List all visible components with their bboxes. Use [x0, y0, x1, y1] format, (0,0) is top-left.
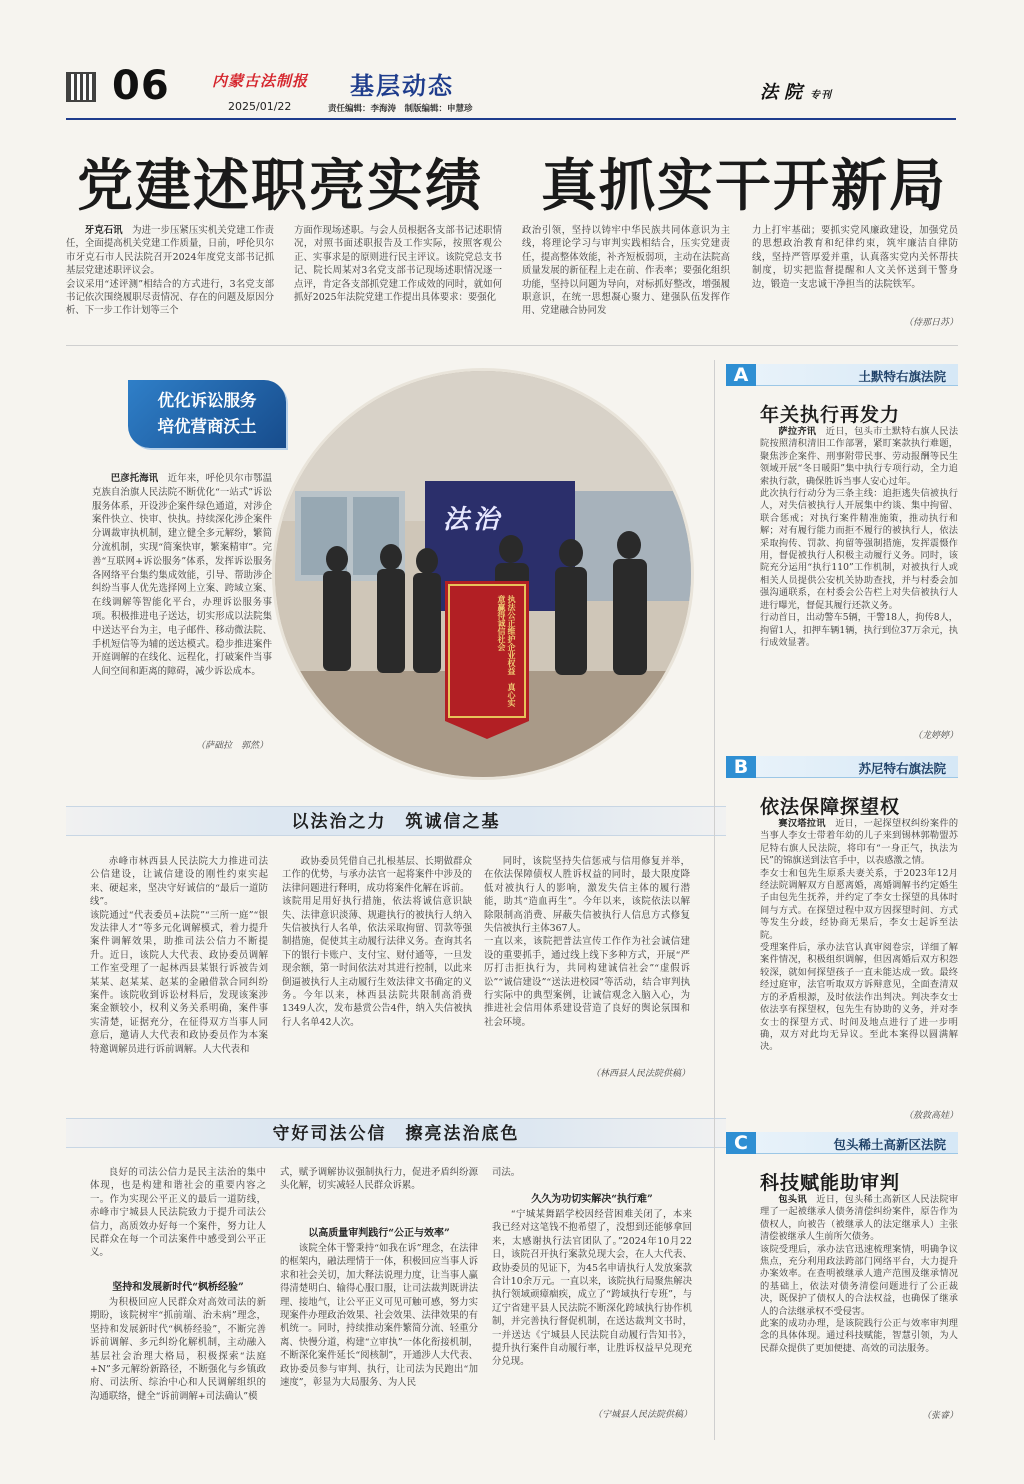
section-title: 基层动态: [350, 71, 454, 100]
issue-date: 2025/01/22: [228, 100, 292, 113]
masthead-rule: [66, 118, 956, 120]
article2-signature: （林西县人民法院供稿）: [590, 1069, 690, 1079]
side-c-title: 科技赋能助审判: [760, 1172, 901, 1194]
side-c-band: [730, 1132, 958, 1154]
lead-bottom-rule: [66, 345, 958, 346]
article2-title: 以法治之力 筑诚信之基: [291, 812, 501, 832]
article3-subhead-2: 以高质量审判践行“公正与效率”: [308, 1228, 450, 1239]
court-hall-scene: [275, 371, 694, 780]
feature-photo: [272, 368, 694, 780]
article3-col-2: 式，赋予调解协议强制执行力，促进矛盾纠纷源头化解，切实减轻人民群众诉累。: [280, 1167, 478, 1192]
feature-body: 巴彦托海讯 近年来，呼伦贝尔市鄂温克族自治旗人民法院不断优化“一站式”诉讼服务体系，开设涉企案件绿色通道，对涉企案件快立、快审、快执。持续深化涉企案件分调裁审执机制，建立健全多元解纷，繁简分流机制，实现“简案快审，繁案精审”。完善“互联网+诉讼服务”体系，发挥诉讼服务各网络平台集约集成效能，引导、帮助涉企纠纷当事人优先选择网上立案、跨域立案、在线调解等智能化平台，办理诉讼服务事项。积极推进电子送达，切实形成以法院集中送达平台为主，电子邮件、移动微法院、手机短信等为辅的送达模式。稳步推进案件开庭调解的在线化、远程化，打破案件当事人间空间和距离的障碍，减少诉讼成本。: [92, 473, 272, 678]
side-b-band: [730, 756, 958, 778]
lead-col-3: 政治引领，坚持以铸牢中华民族共同体意识为主线，将理论学习与审判实践相结合，压实党建责任，提高整体效能，补齐短板弱项，主动在法院高质量发展的新征程上走在前、作表率；要强化组织功能，坚持以问题为导向，对标抓好整改，增强履职意识，在统一思想凝心聚力、建强队伍发挥作用、党建融合协同发: [522, 225, 730, 317]
side-a-band: [730, 364, 958, 386]
side-c-court: 包头稀土高新区法院: [833, 1137, 946, 1152]
newspaper-logo: 内蒙古法制报: [212, 72, 309, 90]
feature-signature: （萨础拉 郭然）: [195, 741, 268, 751]
side-b-signature: （敖敦高娃）: [903, 1111, 958, 1121]
feature-tag-line-2: 培优营商沃土: [157, 417, 257, 436]
article3-subhead-1: 坚持和发展新时代“枫桥经验”: [112, 1282, 244, 1293]
article2-col-3: 同时，该院坚持失信惩戒与信用修复并举，在依法保障债权人胜诉权益的同时，最大限度降低对被执行人的影响，激发失信主体的履行潜能，助其“造血再生”。今年以来，该院依法以解除限制高消费、屏蔽失信被执行人信息方式修复失信被执行主体367人。 一直以来，该院把普法宣传工作作为社会诚信建设的重要抓手，通过线上线下多种方式，开展“严厉打击拒执行为，共同构建诚信社会”“虚假诉讼”“诚信建设”“送法进校园”等活动，结合审判执行实际中的典型案例，让诚信观念入脑入心，为推进社会信用体系建设营造了良好的舆论氛围和社会环境。: [484, 856, 690, 1028]
article3-col-2b: 该院全体干警秉持“如我在诉”理念，在法律的框架内，融法理情于一体，积极回应当事人诉求和社会关切，加大释法说理力度，让当事人赢得清楚明白、输得心服口服，让司法裁判既讲法理、接地气，让公平正义可见可触可感，努力实现案件办理政治效果、社会效果、法律效果的有机统一。同时，持续推动案件繁简分流、轻重分离、快慢分道，构建“立审执”一体化衔接机制，不断深化案件延长“阅核制”，开通涉人大代表、政协委员参与审判、执行，让司法为民跑出“加速度”，彰显为大局服务、为人民: [280, 1243, 478, 1389]
article3-title-bar: [66, 1118, 726, 1148]
feature-tag: [128, 380, 286, 448]
qr-code: [66, 72, 96, 102]
side-c-signature: （张睿）: [921, 1411, 958, 1421]
article3-col-3: 司法。: [492, 1167, 521, 1178]
article3-title: 守好司法公信 擦亮法治底色: [272, 1124, 520, 1144]
column-name: 法院 专刊: [760, 82, 832, 103]
article3-col-3b: “宁城某舞蹈学校因经营困难关闭了，本来我已经对这笔钱不抱希望了，没想到还能够拿回来，太感谢执行法官团队了。”2024年10月22日，该院召开执行案款兑现大会，在人大代表、政协委员的见证下，为45名申请执行人发放案款合计10余万元。一直以来，该院执行局聚焦解决执行领域顽瘴痼疾，成立了“跨域执行专班”，与辽宁省建平县人民法院不断深化跨域执行协作机制，并完善执行督促机制，在送达裁判文书时，一并送达《宁城县人民法院自动履行告知书》，提升执行案件自动履行率，让胜诉权益早兑现充分兑现。: [492, 1209, 692, 1368]
article2-col-2: 政协委员凭借自己扎根基层、长期做群众工作的优势，与承办法官一起将案件中涉及的法律问题进行释明，成功将案件化解在诉前。 该院用足用好执行措施，依法将诚信意识缺失、法律意识淡薄、规避执行的被执行人纳入失信被执行人名单，依法采取拘留、罚款等强制措施，促使其主动履行法律义务。查询其名下的银行卡账户、支付宝、财付通等，一旦发现余额，第一时间依法对其进行控制，以此来倒逼被执行人主动履行生效法律文书确定的义务。今年以来，林西县法院共限制高消费1349人次，发布悬赏公告4件，纳入失信被执行人名单42人次。: [282, 856, 472, 1028]
side-a-court: 土默特右旗法院: [858, 369, 946, 384]
lead-signature: （侍那日苏）: [903, 318, 958, 328]
side-a-title: 年关执行再发力: [760, 404, 901, 426]
side-a-letter: A: [726, 364, 756, 386]
article3-signature: （宁城县人民法院供稿）: [592, 1410, 692, 1420]
feature-tag-line-1: 优化诉讼服务: [157, 391, 257, 410]
side-c-body: 包头讯 近日，包头稀土高新区人民法院审理了一起被继承人债务清偿纠纷案件，原告作为债权人，向被告（被继承人的法定继承人）主张清偿被继承人生前所欠债务。 该院受理后，承办法官迅速梳理案情，明确争议焦点，充分利用政法跨部门网络平台，大力提升办案效率。在查明被继承人遗产范围及继承情况的基础上，依法对债务清偿问题进行了公正裁决，既保护了债权人的合法权益，也确保了继承人的合法继承权不受侵害。 此案的成功办理，是该院践行公正与效率审判理念的具体体现。通过科技赋能，智慧引领，为人民群众提供了更加便捷、高效的司法服务。: [760, 1194, 958, 1354]
article2-title-bar: [66, 806, 726, 836]
right-column-divider: [714, 360, 715, 1440]
banner-text: 执法公正维护企业权益 真心实意赢得诚信社会: [497, 595, 517, 707]
lead-col-1: 牙克石讯 为进一步压紧压实机关党建工作责任，全面提高机关党建工作质量，日前，呼伦贝尔市牙克石市人民法院召开2024年度党支部书记抓基层党建述职评议会。 会议采用“述评测”相结合的方式进行，3名党支部书记依次围绕履职尽责情况、存在的问题及原因分析、下一步工作计划等三个: [66, 225, 274, 317]
side-c-letter: C: [726, 1132, 756, 1154]
article3-subhead-3: 久久为功切实解决“执行难”: [531, 1194, 653, 1205]
article2-col-1: 赤峰市林西县人民法院大力推进司法公信建设，让诚信建设的刚性约束实起来、硬起来，坚决守好诚信的“最后一道防线”。 该院通过“代表委员+法院”“三所一庭”“银发法律人才”等多元化调解模式，着力提升案件调解效果，助推司法公信力不断提升。近日，该院人大代表、政协委员调解工作室受理了一起林西县某银行诉被告刘某某、赵某某、赵某的金融借款合同纠纷案件。该院收到诉讼材料后，发现该案涉案金额较小，权利义务关系明确，案件事实清楚，证据充分，在征得双方当事人同意后，邀请人大代表和政协委员作为本案特邀调解员进行诉前调解。人大代表和: [90, 856, 268, 1055]
editor-line: 责任编辑：李海涛 制版编辑：申慧珍: [328, 104, 473, 114]
main-headline: 党建述职亮实绩 真抓实干开新局: [77, 153, 947, 219]
article3-col-1b: 为积极回应人民群众对高效司法的新期盼，该院树牢“抓前端、治未病”理念，坚持和发展新时代“枫桥经验”，不断完善诉前调解、多元纠纷化解机制，主动融入基层社会治理大格局，积极探索“法庭+N”多元解纷新路径，不断强化与乡镇政府、司法所、综治中心和人民调解组织的沟通联络，健全“诉前调解+司法确认”模: [90, 1297, 266, 1402]
side-a-body: 萨拉齐讯 近日，包头市土默特右旗人民法院按照清积清旧工作部署，紧盯案款执行难题，聚焦涉企案件、刑事附带民事、劳动报酬等民生领域开展“冬日暖阳”集中执行专项行动，全力追索执行款，确保胜诉当事人安心过年。 此次执行行动分为三条主线：追拒逃失信被执行人，对失信被执行人开展集中约谈、集中拘留、联合惩戒；对执行案件精准施策，推动执行和解；对有履行能力而拒不履行的被执行人，依法采取拘传、罚款、拘留等强制措施，发挥震慑作用，督促被执行人积极主动履行义务。同时，该院充分运用“执行110”工作机制，对被执行人或相关人员提供公安机关协助查找，并与村委会加强沟通联系，在村委会公告栏上对失信被执行人进行曝光，督促其履行还款义务。 行动首日，出动警车5辆，干警18人，拘传8人，拘留1人，扣押车辆1辆，执行到位37万余元，执行成效显著。: [760, 426, 958, 648]
side-a-signature: （龙婷婷）: [912, 731, 958, 741]
side-b-body: 赛汉塔拉讯 近日，一起探望权纠纷案件的当事人李女士带着年幼的儿子来到锡林郭勒盟苏尼特右旗人民法院，将印有“一身正气，执法为民”的锦旗送到法官手中，以表感激之情。 李女士和包先生原系夫妻关系，于2023年12月经法院调解双方自愿离婚，离婚调解书约定婚生子由包先生抚养，并约定了李女士探望的具体时间与方式。在探望过程中双方因探望时间、方式等发生分歧，经协商无果后，李女士起诉至法院。 受理案件后，承办法官认真审阅卷宗，详细了解案件情况，积极组织调解，但因离婚后双方积怨较深，就如何探望孩子一直未能达成一致。最终经过庭审，法官听取双方诉辩意见，全面查清双方的矛盾根源，及时依法作出判决。判决李女士依法享有探望权，包先生有协助的义务，并对李女士的探望方式、时间及地点进行了进一步明确，双方对此均无异议。至此本案得以圆满解决。: [760, 818, 958, 1053]
wall-screen-text: 法治: [443, 505, 504, 535]
side-b-title: 依法保障探望权: [760, 796, 901, 818]
side-b-letter: B: [726, 756, 756, 778]
lead-col-2: 方面作现场述职。与会人员根据各支部书记述职情况，对照书面述职报告及工作实际，按照客观公正、实事求是的原则进行民主评议。该院党总支书记、院长周某对3名党支部书记现场述职情况逐一点评，肯定各支部抓党建工作成效的同时，就如何抓好2025年法院党建工作提出具体要求：要强化: [294, 225, 502, 304]
side-b-court: 苏尼特右旗法院: [858, 761, 946, 776]
article3-col-1: 良好的司法公信力是民主法治的集中体现，也是构建和谐社会的重要内容之一。作为实现公平正义的最后一道防线，赤峰市宁城县人民法院致力于提升司法公信力，高质效办好每一个案件，努力让人民群众在每一个司法案件中感受到公平正义。: [90, 1167, 266, 1259]
lead-col-4: 力上打牢基础；要抓实党风廉政建设，加强党员的思想政治教育和纪律约束，筑牢廉洁自律防线，坚持严管厚爱并重，认真落实党内关怀帮扶制度，切实把监督提醒和人文关怀送到干警身边，锻造一支忠诚干净担当的法院铁军。: [752, 225, 958, 290]
page-number: 06: [112, 63, 170, 109]
